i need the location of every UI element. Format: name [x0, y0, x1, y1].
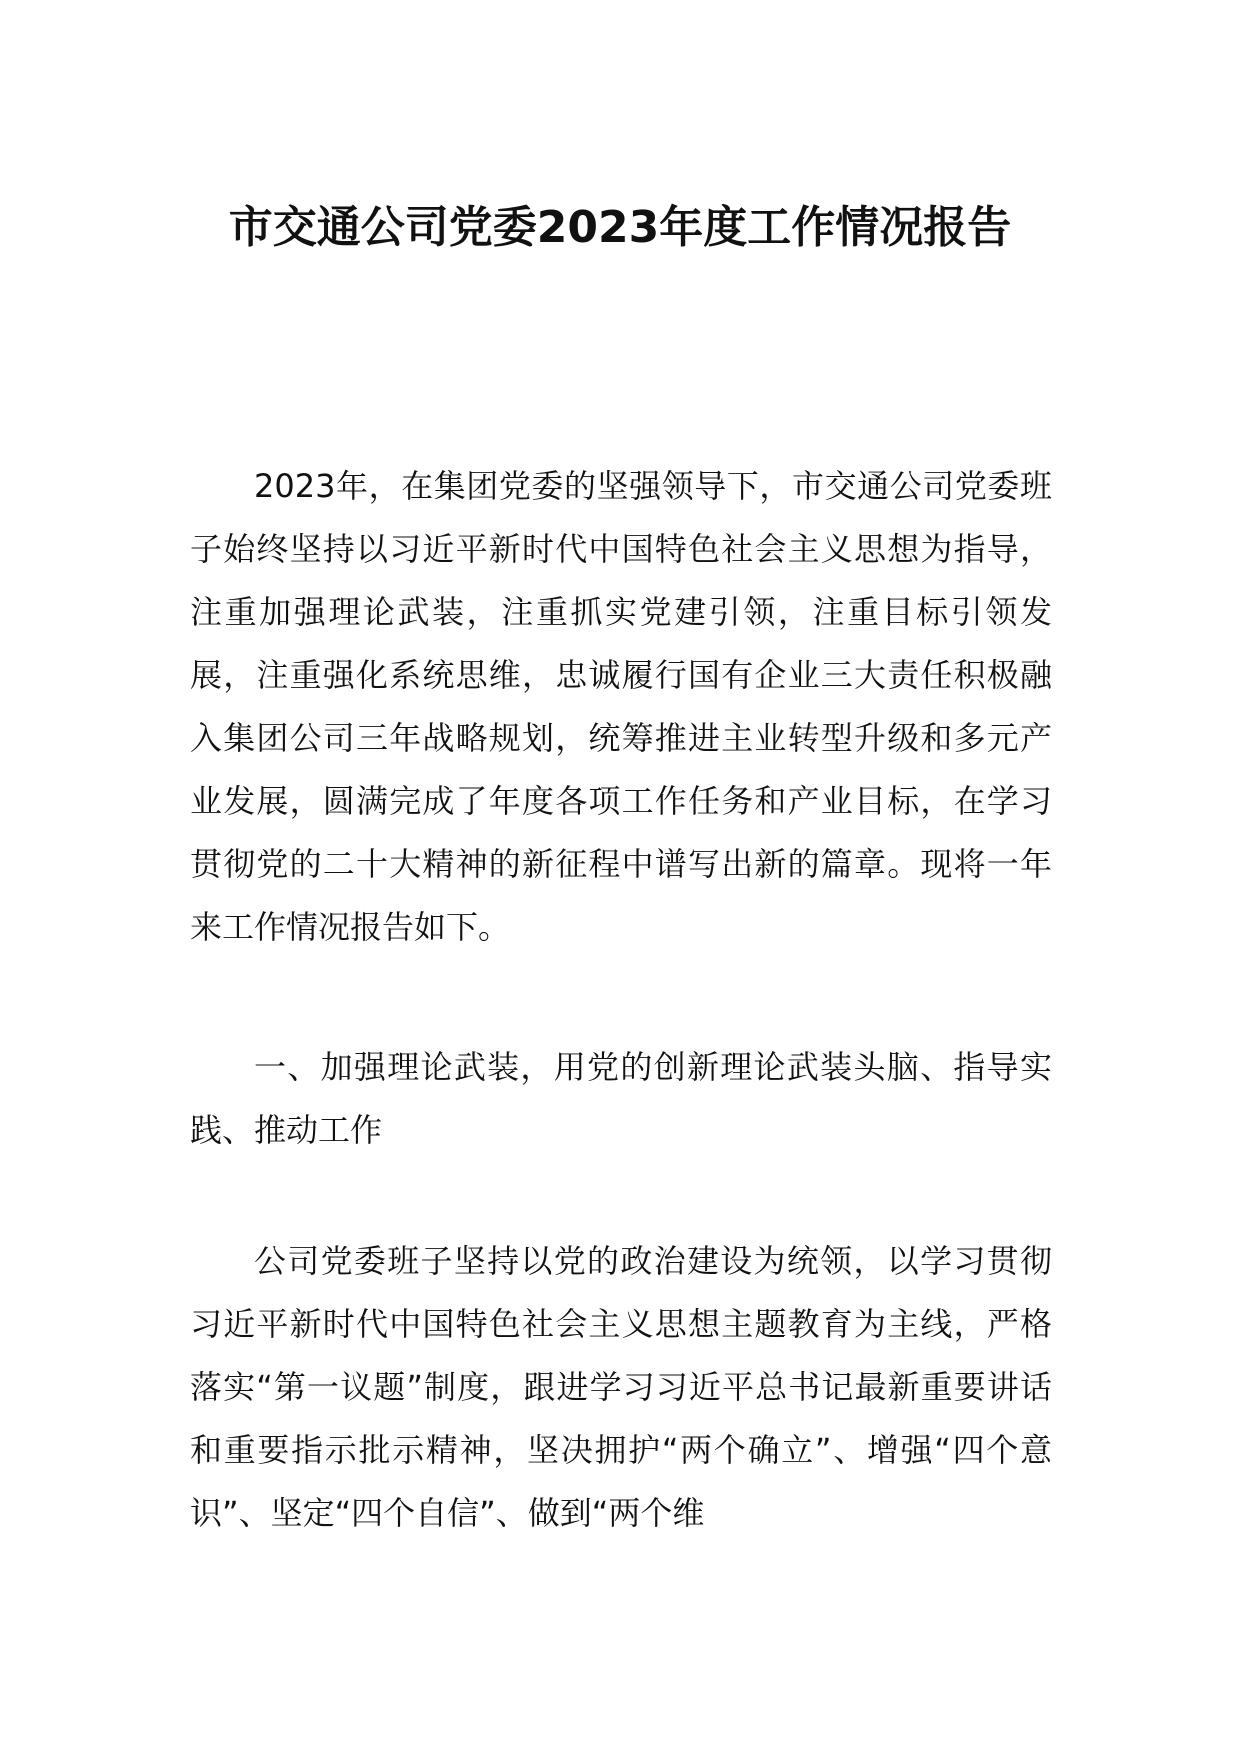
- section-heading-1: 一、加强理论武装，用党的创新理论武装头脑、指导实践、推动工作: [190, 1048, 1052, 1149]
- document-title: 市交通公司党委2023年度工作情况报告: [228, 202, 1012, 253]
- section-1-paragraph: 公司党委班子坚持以党的政治建设为统领，以学习贯彻习近平新时代中国特色社会主义思想主题教育为主线，严格落实“第一议题”制度，跟进学习习近平总书记最新重要讲话和重要指示批示精神，坚决拥护“两个确立”、增强“四个意识”、坚定“四个自信”、做到“两个维: [190, 1242, 1052, 1532]
- intro-paragraph: 2023年，在集团党委的坚强领导下，市交通公司党委班子始终坚持以习近平新时代中国特色社会主义思想为指导，注重加强理论武装，注重抓实党建引领，注重目标引领发展，注重强化系统思维，忠诚履行国有企业三大责任积极融入集团公司三年战略规划，统筹推进主业转型升级和多元产业发展，圆满完成了年度各项工作任务和产业目标，在学习贯彻党的二十大精神的新征程中谱写出新的篇章。现将一年来工作情况报告如下。: [190, 467, 1052, 946]
